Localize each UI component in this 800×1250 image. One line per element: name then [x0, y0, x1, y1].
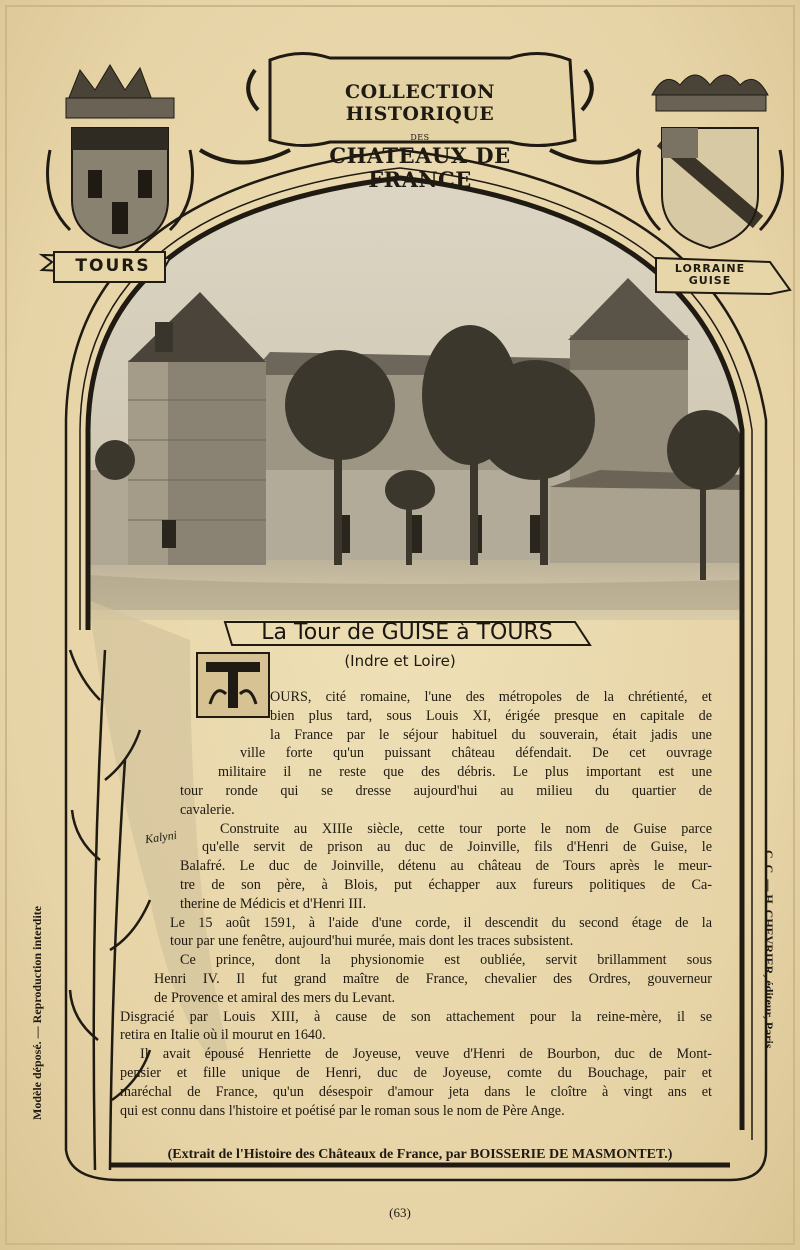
lorraine-guise-coat-of-arms: [638, 75, 783, 248]
tours-coat-of-arms: [48, 65, 193, 248]
banner-line-2: CHATEAUX DE FRANCE: [329, 143, 511, 193]
tours-label: TOURS: [75, 256, 151, 276]
body-line: qui est connu dans l'histoire et poétisé par le roman sous le nom de Père Ange.: [120, 1102, 565, 1119]
banner-des: DES: [410, 132, 430, 142]
right-margin-note: C. C. — H. CHEVRIER, éditeur, Paris.: [762, 850, 776, 1052]
body-line: tre de son père, à Blois, put échapper aux fureurs politiques de Ca-: [180, 876, 712, 893]
body-paragraph: [120, 820, 712, 914]
body-line: Le 15 août 1591, à l'aide d'une corde, il descendit du second étage de la: [170, 914, 712, 931]
body-line: la France par le séjour habituel du souverain, était jadis une: [270, 726, 712, 743]
body-line: Construite au XIIIe siècle, cette tour porte le nom de Guise parce: [220, 820, 712, 837]
source-citation: (Extrait de l'Histoire des Châteaux de France, par BOISSERIE DE MASMONTET.): [167, 1147, 673, 1162]
body-line: pensier et fille unique de Henri, duc de Joyeuse, comte du Bouchage, pair et: [120, 1064, 712, 1081]
body-line: Il avait épousé Henriette de Joyeuse, veuve d'Henri de Bourbon, duc de Mont-: [140, 1046, 712, 1063]
body-line: ville forte qu'un puissant château défendait. De cet ouvrage: [240, 745, 712, 762]
body-line: militaire il ne reste que des débris. Le plus important est une: [218, 764, 712, 781]
page-subtitle: (Indre et Loire): [344, 652, 456, 670]
body-line: retira en Italie où il mourut en 1640.: [120, 1027, 326, 1044]
body-line: therine de Médicis et d'Henri III.: [180, 895, 367, 912]
lorraine-guise-label: [660, 263, 760, 286]
body-paragraph: [120, 914, 712, 952]
collection-title: [290, 82, 550, 192]
body-line: Disgracié par Louis XIII, à cause de son attachement pour la reine-mère, il se: [120, 1008, 712, 1025]
body-paragraph: [120, 1008, 712, 1046]
body-line: qu'elle servit de prison au duc de Joinville, fils d'Henri de Guise, le: [202, 839, 712, 856]
body-line: Henri IV. Il fut grand maître de France, chevalier des Ordres, gouverneur: [154, 970, 712, 987]
body-line: cavalerie.: [180, 801, 235, 818]
body-line: tour par une fenêtre, aujourd'hui murée, mais dont les traces subsistent.: [170, 933, 574, 950]
page-number: (63): [389, 1205, 411, 1220]
body-line: maréchal de France, qu'un désespoir d'amour jeta dans le cloître à vingt ans et: [120, 1083, 712, 1100]
body-line: de Provence et amiral des mers du Levant.: [154, 989, 396, 1006]
lorraine-text: LORRAINE: [674, 262, 746, 275]
guise-text: GUISE: [688, 273, 732, 287]
body-line: OURS, cité romaine, l'une des métropoles de la chrétienté, et: [270, 689, 712, 705]
body-paragraph: [120, 951, 712, 1007]
page-title: La Tour de GUISE à TOURS: [261, 620, 553, 645]
left-margin-note: Modèle déposé. — Reproduction interdite: [30, 905, 44, 1120]
banner-line-1: COLLECTION HISTORIQUE: [345, 81, 495, 125]
body-line: Balafré. Le duc de Joinville, détenu au château de Tours après le meur-: [180, 858, 712, 875]
body-line: Ce prince, dont la physionomie est oubliée, servit brillamment sous: [180, 952, 712, 969]
artist-signature: Kalyni: [144, 827, 178, 847]
body-paragraph: [120, 688, 712, 820]
body-paragraph: [120, 1045, 712, 1120]
body-line: bien plus tard, sous Louis XI, érigée presque en capitale de: [270, 707, 712, 724]
body-line: tour ronde qui se dresse aujourd'hui au milieu du quartier de: [180, 782, 712, 799]
body-text: [120, 688, 712, 1120]
castle-photo: [80, 170, 750, 640]
